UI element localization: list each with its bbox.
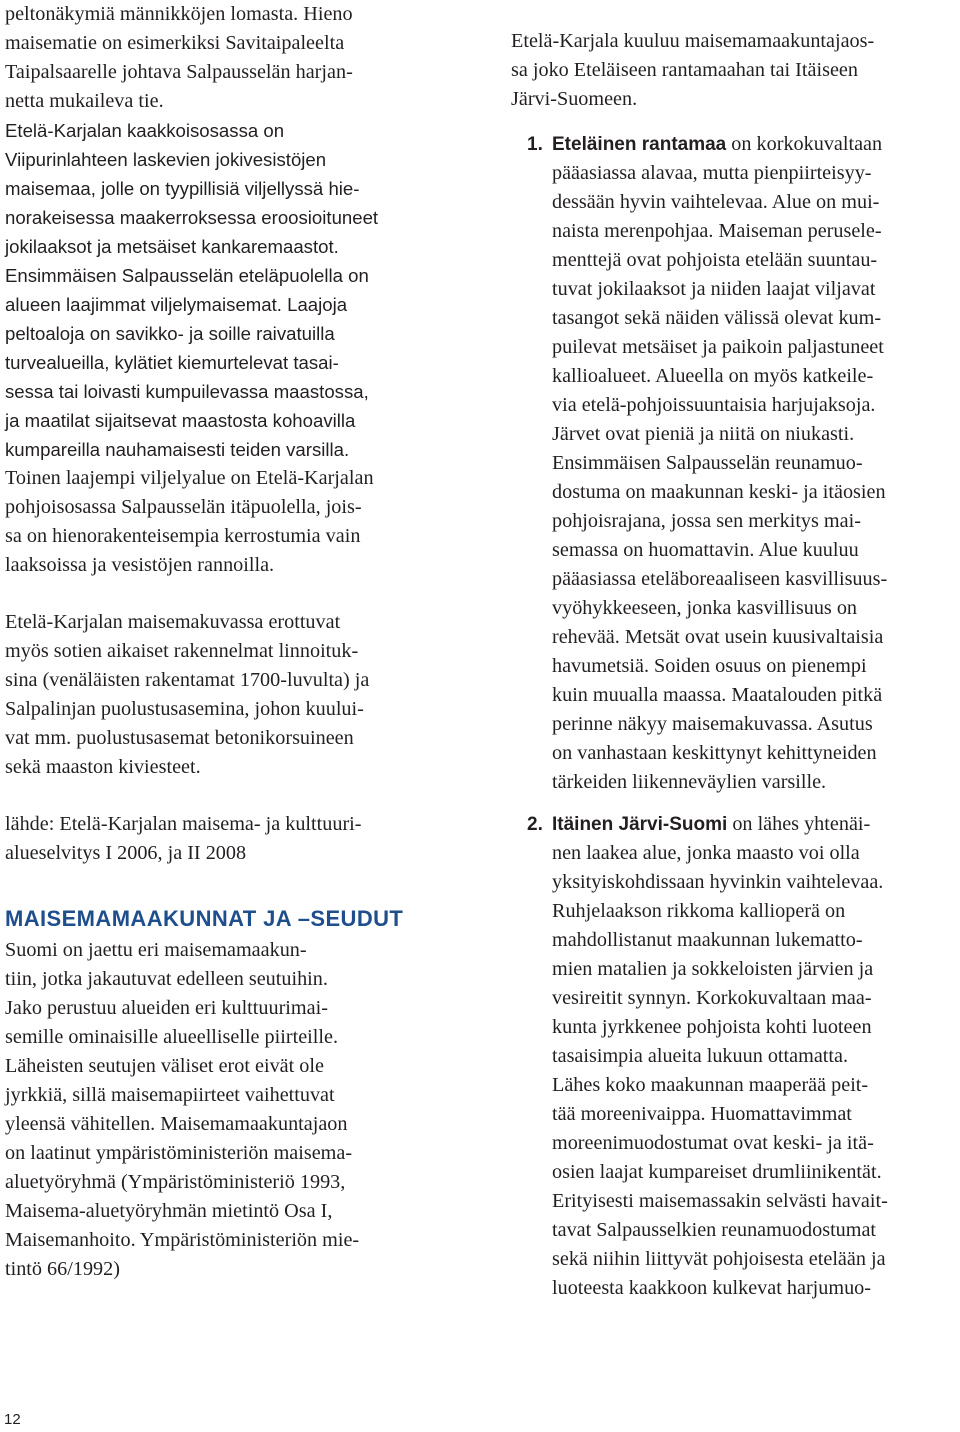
text-line: lähde: Etelä-Karjalan maisema- ja kulttuuri-: [5, 813, 362, 835]
paragraph-gap: [5, 580, 460, 608]
list-item-southern-coastland: [511, 130, 960, 797]
paragraph-intro: [511, 27, 960, 114]
text-line: luoteesta kaakkoon kulkevat harjumuo-: [552, 1277, 871, 1299]
text-line: dostuma on maakunnan keski- ja itäosien: [552, 481, 886, 503]
paragraph-gap: [5, 868, 460, 899]
text-line: tasaisimpia alueita lukuun ottamatta.: [552, 1045, 849, 1067]
text-line: maisematie on esimerkiksi Savitaipaleelta: [5, 32, 345, 54]
text-line: netta mukaileva tie.: [5, 90, 164, 112]
text-line: aluetyöryhmä (Ympäristöministeriö 1993,: [5, 1171, 346, 1193]
text-line: naista merenpohjaa. Maiseman perusele-: [552, 220, 882, 242]
text-line: sa on hienorakenteisempia kerrostumia vain: [5, 525, 361, 547]
text-line: alueen laajimmat viljelymaisemat. Laajoja: [5, 294, 348, 315]
text-line: Jako perustuu alueiden eri kulttuurimai-: [5, 997, 328, 1019]
text-line: sa joko Eteläiseen rantamaahan tai Itäiseen: [511, 59, 858, 81]
text-line: Lähes koko maakunnan maaperää peit-: [552, 1074, 869, 1096]
text-line: tintö 66/1992): [5, 1258, 120, 1280]
text-line: pääasiassa alavaa, mutta pienpiirteisyy-: [552, 162, 872, 184]
text-line: on laatinut ympäristöministeriön maisema-: [5, 1142, 353, 1164]
text-line: Erityisesti maisemassakin selvästi havait-: [552, 1190, 888, 1212]
text-line: yleensä vähitellen. Maisemamaakuntajaon: [5, 1113, 348, 1135]
text-line: mahdollistanut maakunnan lukematto-: [552, 929, 863, 951]
paragraph-landscape-south-east: [5, 0, 460, 580]
page-number: 12: [4, 1411, 21, 1428]
text-line: sessa tai loivasti kumpuilevassa maastossa,: [5, 381, 369, 402]
text-line: pääasiassa eteläboreaaliseen kasvillisuus-: [552, 568, 888, 590]
text-line: Etelä-Karjalan maisemakuvassa erottuvat: [5, 611, 341, 633]
list-number: 1.: [527, 134, 543, 155]
text-line: Maisema-aluetyöryhmän mietintö Osa I,: [5, 1200, 333, 1222]
text-line: kunta jyrkkenee pohjoista kohti luoteen: [552, 1016, 872, 1038]
text-line: [552, 130, 960, 159]
paragraph-fortifications: [5, 608, 460, 782]
text-line: osien laajat kumpareiset drumliinikentät.: [552, 1161, 882, 1183]
text-line: norakeisessa maakerroksessa eroosioituneet: [5, 207, 379, 228]
text-line: vesireitit synnyn. Korkokuvaltaan maa-: [552, 987, 872, 1009]
text-line: sekä niihin liittyvät pohjoisesta etelään ja: [552, 1248, 886, 1270]
list-number: 2.: [527, 814, 543, 835]
list-term: Itäinen Järvi-Suomi: [552, 814, 728, 835]
list-item-eastern-lake-finland: [511, 810, 960, 1303]
text-line: havumetsiä. Soiden osuus on pienempi: [552, 655, 867, 677]
text-line: vat mm. puolustusasemat betonikorsuineen: [5, 727, 354, 749]
text-line: laaksoissa ja vesistöjen rannoilla.: [5, 554, 275, 576]
list-term: Eteläinen rantamaa: [552, 134, 727, 155]
text-line: pohjoisrajana, jossa sen merkitys mai-: [552, 510, 861, 532]
text-line: Viipurinlahteen laskevien jokivesistöjen: [5, 149, 327, 170]
text-line: Läheisten seutujen väliset erot eivät ole: [5, 1055, 324, 1077]
text-line: Ensimmäisen Salpausselän reunamuo-: [552, 452, 863, 474]
text-line: maisemaa, jolle on tyypillisiä viljellyssä hie-: [5, 178, 360, 199]
text-line: via etelä-pohjoissuuntaisia harjujaksoja.: [552, 394, 876, 416]
text-line: Suomi on jaettu eri maisemamaakun-: [5, 939, 307, 961]
right-column: [511, 27, 960, 1303]
paragraph-landscape-provinces: [5, 936, 460, 1284]
text-line: tavat Salpausselkien reunamuodostumat: [552, 1219, 877, 1241]
text-line: nen laakea alue, jonka maasto voi olla: [552, 842, 860, 864]
text-line: menttejä ovat pohjoista etelään suuntau-: [552, 249, 878, 271]
text-line: semassa on huomattavin. Alue kuuluu: [552, 539, 859, 561]
text-line: moreenimuodostumat ovat keski- ja itä-: [552, 1132, 874, 1154]
text-line: Toinen laajempi viljelyalue on Etelä-Karjalan: [5, 467, 374, 489]
text-line: semille ominaisille alueelliselle piirteille.: [5, 1026, 338, 1048]
text-line: puilevat metsäiset ja paikoin paljastuneet: [552, 336, 884, 358]
text-line: perinne näkyy maisemakuvassa. Asutus: [552, 713, 873, 735]
text-line: Salpalinjan puolustusasemina, johon kuului-: [5, 698, 364, 720]
text-line: pohjoisosassa Salpausselän itäpuolella, jois-: [5, 496, 362, 518]
text-line: Taipalsaarelle johtava Salpausselän harjan-: [5, 61, 353, 83]
text-line: tärkeiden liikenneväylien varsille.: [552, 771, 827, 793]
text-line: Maisemanhoito. Ympäristöministeriön mie-: [5, 1229, 360, 1251]
text-line: turvealueilla, kylätiet kiemurtelevat tasai-: [5, 352, 339, 373]
text-line: Ensimmäisen Salpausselän eteläpuolella on: [5, 265, 369, 286]
text-line: peltoaloja on savikko- ja soille raivatuilla: [5, 323, 335, 344]
paragraph-gap: [5, 782, 460, 810]
text-line: myös sotien aikaiset rakennelmat linnoituk-: [5, 640, 359, 662]
text-line: kallioalueet. Alueella on myös katkeile-: [552, 365, 874, 387]
text-line: rehevää. Metsät ovat usein kuusivaltaisia: [552, 626, 884, 648]
text-line: Järvet ovat pieniä ja niitä on niukasti.: [552, 423, 855, 445]
paragraph-gap: [511, 797, 960, 810]
text-line: tää moreenivaippa. Huomattavimmat: [552, 1103, 852, 1125]
text-line: on vanhastaan keskittynyt kehittyneiden: [552, 742, 877, 764]
text-line: [552, 810, 960, 839]
paragraph-gap: [511, 114, 960, 130]
text-line: ja maatilat sijaitsevat maastosta kohoavilla: [5, 410, 356, 431]
text-line: tiin, jotka jakautuvat edelleen seutuihin.: [5, 968, 328, 990]
text-line: alueselvitys I 2006, ja II 2008: [5, 842, 247, 864]
text-line: dessään hyvin vaihtelevaa. Alue on mui-: [552, 191, 880, 213]
text-run: on korkokuvaltaan: [726, 133, 883, 155]
text-line: sekä maaston kiviesteet.: [5, 756, 201, 778]
text-line: yksityiskohdissaan hyvinkin vaihtelevaa.: [552, 871, 884, 893]
text-line: jokilaaksot ja metsäiset kankaremaastot.: [5, 236, 339, 257]
text-run: on lähes yhtenäi-: [727, 813, 871, 835]
text-line: jyrkkiä, sillä maisemapiirteet vaihettuvat: [5, 1084, 335, 1106]
section-heading: MAISEMAMAAKUNNAT JA –SEUDUT: [5, 906, 404, 931]
text-line: Järvi-Suomeen.: [511, 88, 638, 110]
text-line: vyöhykkeeseen, jonka kasvillisuus on: [552, 597, 858, 619]
text-line: peltonäkymiä männikköjen lomasta. Hieno: [5, 3, 353, 25]
text-line: sina (venäläisten rakentamat 1700-luvulta) ja: [5, 669, 370, 691]
text-line: tuvat jokilaaksot ja niiden laajat viljavat: [552, 278, 876, 300]
text-line: mien matalien ja sokkeloisten järvien ja: [552, 958, 874, 980]
text-line: Etelä-Karjalan kaakkoisosassa on: [5, 120, 285, 141]
text-line: Etelä-Karjala kuuluu maisemamaakuntajaos-: [511, 30, 875, 52]
left-column: [5, 0, 460, 1284]
text-line: tasangot sekä näiden välissä olevat kum-: [552, 307, 882, 329]
text-line: kuin muualla maassa. Maatalouden pitkä: [552, 684, 883, 706]
source-reference: [5, 810, 460, 868]
text-line: Ruhjelaakson rikkoma kallioperä on: [552, 900, 846, 922]
text-line: kumpareilla nauhamaisesti teiden varsilla.: [5, 439, 350, 460]
